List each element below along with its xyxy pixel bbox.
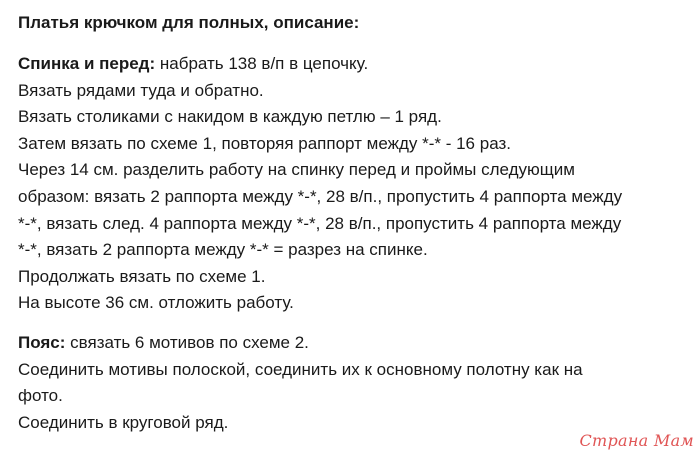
text-line: Соединить в круговой ряд. [18, 412, 229, 432]
section-first-line-text: связать 6 мотивов по схеме 2. [65, 332, 309, 352]
section-heading: Пояс: [18, 332, 66, 352]
text-line: Через 14 см. разделить работу на спинку перед и проймы следующим [18, 160, 575, 180]
section-first-line [18, 330, 688, 357]
section-belt [18, 330, 688, 436]
text-line: Вязать столиками с накидом в каждую петлю – 1 ряд. [18, 107, 442, 127]
section-first-line-text: набрать 138 в/п в цепочку. [155, 54, 369, 73]
text-line: Вязать рядами туда и обратно. [18, 80, 264, 100]
text-line: Соединить мотивы полоской, соединить их к основному полотну как на [18, 359, 583, 379]
text-line: На высоте 36 см. отложить работу. [18, 293, 294, 313]
text-line: *-*, вязать след. 4 раппорта между *-*, 28 в/п., пропустить 4 раппорта между [18, 213, 622, 233]
text-line: Затем вязать по схеме 1, повторяя раппорт между *-* - 16 раз. [18, 133, 511, 153]
text-line: фото. [18, 386, 63, 406]
section-first-line [18, 51, 688, 78]
site-watermark: Страна Мам [579, 431, 694, 450]
text-line: *-*, вязать 2 раппорта между *-* = разрез на спинке. [18, 240, 428, 260]
page-title: Платья крючком для полных, описание: [18, 13, 360, 32]
text-line: Продолжать вязать по схеме 1. [18, 266, 266, 286]
section-back-and-front [18, 51, 688, 317]
text-line: образом: вязать 2 раппорта между *-*, 28 в/п., пропустить 4 раппорта между [18, 186, 623, 206]
section-heading: Спинка и перед: [18, 54, 156, 73]
document-body [18, 0, 688, 436]
